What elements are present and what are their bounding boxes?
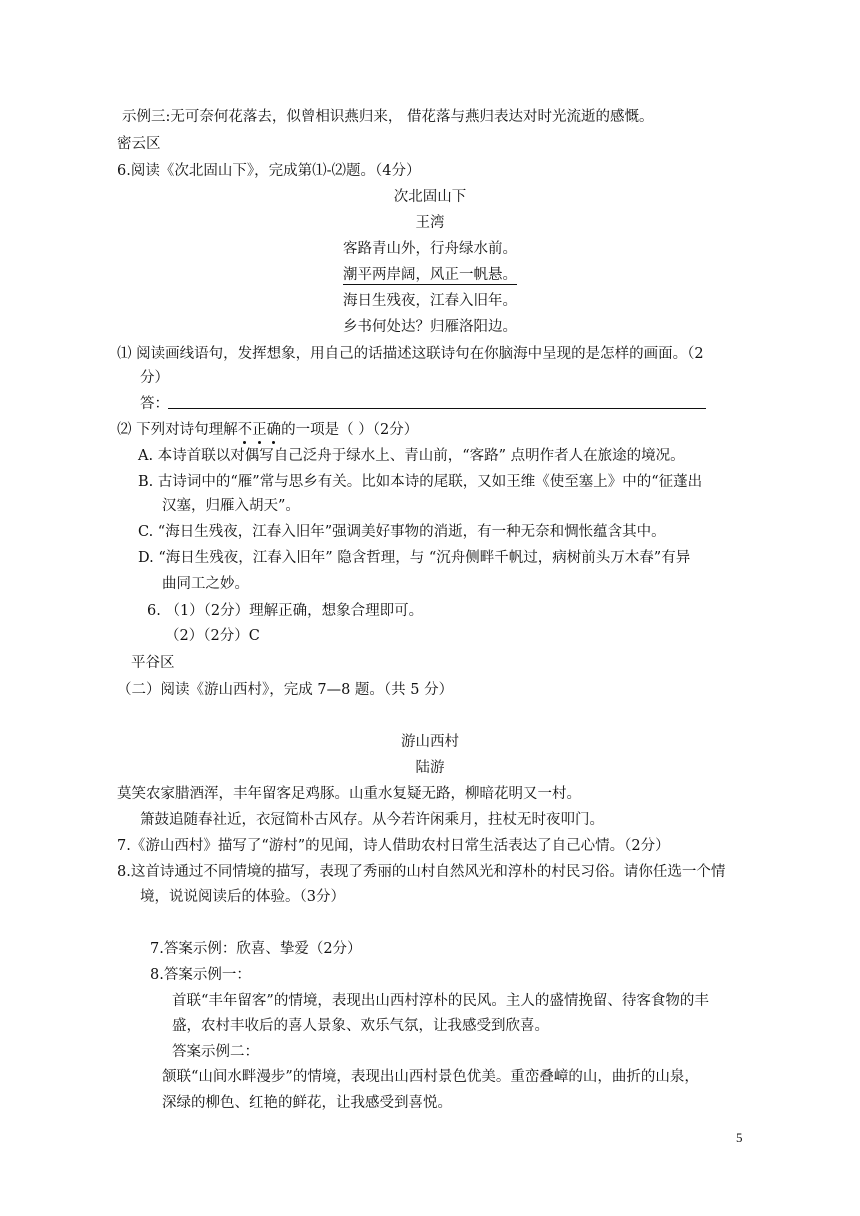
example-three-line: 示例三:无可奈何花落去，似曾相识燕归来， 借花落与燕归表达对时光流逝的感慨。 xyxy=(122,109,654,125)
poem1-line-2-underlined: 潮平两岸阔，风正一帆悬。 xyxy=(343,267,517,283)
question-8-line-b: 境，说说阅读后的体验。（3分） xyxy=(140,889,345,905)
district-miyun-label: 密云区 xyxy=(117,136,161,152)
answer-6-2: （2）（2分）C xyxy=(165,628,260,644)
question-6-2-suffix: 的一项是（ ）（2分） xyxy=(281,422,419,438)
section-2-title: （二）阅读《游山西村》，完成 7—8 题。（共 5 分） xyxy=(117,682,454,698)
emphasis-char-2: 正 xyxy=(252,422,267,438)
poem1-author: 王湾 xyxy=(415,215,445,231)
question-8-line-a: 8.这首诗通过不同情境的描写，表现了秀丽的山村自然风光和淳朴的村民习俗。请你任选一个情 xyxy=(117,864,726,880)
question-6-2-prefix: ⑵ 下列对诗句理解 xyxy=(117,422,238,438)
answer-8-example-2-heading: 答案示例二： xyxy=(172,1044,259,1060)
question-6-title: 6.阅读《次北固山下》，完成第⑴-⑵题。（4分） xyxy=(117,163,421,179)
poem1-line-3: 海日生残夜，江春入旧年。 xyxy=(343,293,517,309)
option-d-line-b: 曲同工之妙。 xyxy=(162,576,249,592)
poem1-title: 次北固山下 xyxy=(393,189,467,205)
district-pinggu-label: 平谷区 xyxy=(131,655,175,671)
question-6-1-line-a: ⑴ 阅读画线语句，发挥想象，用自己的话描述这联诗句在你脑海中呈现的是怎样的画面。（2 xyxy=(117,346,704,362)
answer-8-example-1-line-b: 盛，农村丰收后的喜人景象、欢乐气氛，让我感受到欣喜。 xyxy=(172,1018,549,1034)
option-b-line-b: 汉塞，归雁入胡天”。 xyxy=(162,498,300,514)
question-6-1-line-b: 分） xyxy=(140,370,169,386)
answer-6-1: 6. （1）（2分）理解正确，想象合理即可。 xyxy=(147,603,424,619)
answer-8-heading: 8.答案示例一： xyxy=(150,967,251,983)
answer-blank-line xyxy=(168,408,706,409)
emphasis-char-1: 不 xyxy=(237,422,253,438)
question-7: 7.《游山西村》描写了“游村”的见闻，诗人借助农村日常生活表达了自己心情。（2分） xyxy=(117,838,670,854)
option-b-line-a: B. 古诗词中的“雁”常与思乡有关。比如本诗的尾联，又如王维《使至塞上》中的“征蓬出 xyxy=(138,474,703,490)
option-a: A. 本诗首联以对偶写自己泛舟于绿水上、青山前，“客路” 点明作者人在旅途的境况。 xyxy=(138,448,685,464)
poem1-line-4: 乡书何处达？归雁洛阳边。 xyxy=(343,319,517,335)
answer-7: 7.答案示例：欣喜、挚爱（2分） xyxy=(150,941,362,957)
page-number: 5 xyxy=(736,1130,743,1145)
poem1-line-1: 客路青山外，行舟绿水前。 xyxy=(343,241,517,257)
emphasis-char-3: 确 xyxy=(266,422,282,438)
poem2-author: 陆游 xyxy=(415,760,445,776)
option-c: C. “海日生残夜，江春入旧年”强调美好事物的消逝，有一种无奈和惆怅蕴含其中。 xyxy=(138,524,666,540)
answer-8-example-1-line-a: 首联“丰年留客”的情境，表现出山西村淳朴的民风。主人的盛情挽留、待客食物的丰 xyxy=(172,993,709,1009)
answer-8-example-2-line-b: 深绿的柳色、红艳的鲜花，让我感受到喜悦。 xyxy=(162,1095,452,1111)
question-6-2 xyxy=(117,420,418,440)
poem2-line-2: 箫鼓追随春社近，衣冠简朴古风存。从今若许闲乘月，拄杖无时夜叩门。 xyxy=(140,812,604,828)
poem2-line-1: 莫笑农家腊酒浑，丰年留客足鸡豚。山重水复疑无路，柳暗花明又一村。 xyxy=(117,786,581,802)
poem1-line-2 xyxy=(0,265,860,285)
answer-label: 答： xyxy=(140,396,169,412)
poem2-title: 游山西村 xyxy=(401,734,459,750)
option-d-line-a: D. “海日生残夜，江春入旧年” 隐含哲理，与 “沉舟侧畔千帆过，病树前头万木春”有异 xyxy=(138,550,691,566)
answer-8-example-2-line-a: 颔联“山间水畔漫步”的情境，表现出山西村景色优美。重峦叠嶂的山，曲折的山泉， xyxy=(162,1069,699,1085)
